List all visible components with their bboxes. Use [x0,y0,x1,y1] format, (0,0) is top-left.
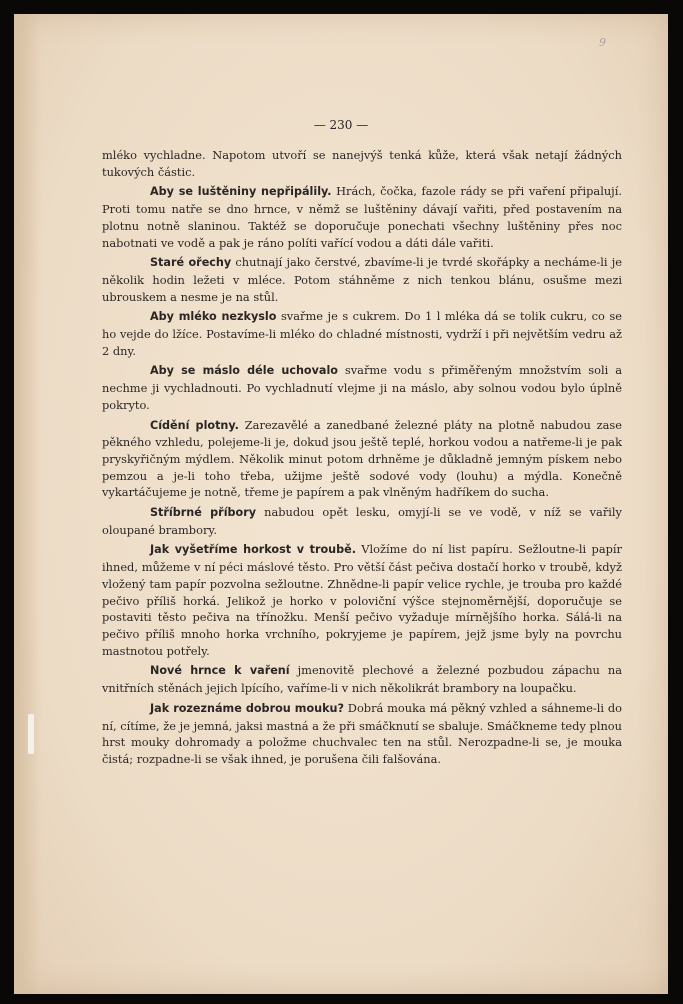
paragraph-text: Zarezavělé a zanedbané železné pláty na plotně nabudou zase pěkného vzhledu, polejeme-li je, dokud jsou ještě teplé, horkou vodou a natřeme-li je pak pryskyřičným mýdlem. Několik minut potom drhněme je důkladně jemným pískem nebo pemzou a je-li toho třeba, užijme ještě sodové vody (louhu) a mýdla. Konečně vykartáčujeme je notně, třeme je papírem a pak vlněným hadříkem do sucha. [102,417,622,500]
paragraph-heading: Nové hrnce k vaření [150,664,290,678]
paragraph-text: jmenovitě plechové a železné pozbudou zápachu na vnitřních stěnách jejich lpícího, vaříme-li v nich několikrát brambory na loupačku. [102,663,623,696]
paragraph [102,183,622,251]
page-text [102,147,622,771]
paragraph-heading: Aby mléko nezkyslo [150,310,277,324]
paragraph-heading: Staré ořechy [150,256,232,270]
pencil-corner-mark: 9 [599,36,606,49]
paragraph-text: Vložíme do ní list papíru. Sežloutne-li papír ihned, můžeme v ní péci máslové těsto. Pro větší část pečiva dostačí horko v troubě, když vložený tam papír pozvolna sežloutne. Zhnědne-li papír velice rychle, je trouba pro každé pečivo příliš horká. Jelikož je horko v poloviční výšce stejnoměrnější, doporučuje se postaviti těsto pečiva na třínožku. Menší pečivo vyžaduje mírnějšího horka. Sálá-li na pečivo příliš mnoho horka vrchního, pokryjeme je papírem, jejž jsme byly na povrchu mastnotou potřely. [102,542,622,658]
paragraph-heading: Aby se luštěniny nepřipálily. [150,185,332,199]
paragraph [102,254,622,305]
paragraph-text: svařme je s cukrem. Do 1 l mléka dá se tolik cukru, co se ho vejde do lžíce. Postavíme-li mléko do chladné místnosti, vydrží i při největším vedru až 2 dny. [102,309,622,358]
paragraph [102,362,622,413]
page-number: — 230 — [313,118,369,132]
paragraph [102,662,622,696]
paragraph [102,504,622,538]
paragraph-heading: Stříbrné příbory [150,506,257,520]
paragraph [102,308,622,359]
paragraph-text: Hrách, čočka, fazole rády se při vaření připalují. Proti tomu natře se dno hrnce, v němž se luštěniny dávají vařiti, před postavením na plotnu notně slaninou. Taktéž se doporučuje ponechati všechny luštěniny přes noc nabotnati ve vodě a pak je ráno políti vařící vodou a dáti dále vařiti. [102,184,622,250]
paragraph-text: mléko vychladne. Napotom utvoří se nanejvýš tenká kůže, která však netají žádných tukových částic. [102,148,622,179]
paragraph-heading: Aby se máslo déle uchovalo [150,364,338,378]
page-gutter-shadow [14,14,40,994]
paragraph-heading: Jak rozeznáme dobrou mouku? [150,701,345,715]
paragraph [102,700,622,768]
paragraph [102,417,622,502]
paragraph-text: Dobrá mouka má pěkný vzhled a sáhneme-li do ní, cítíme, že je jemná, jaksi mastná a že při smáčknutí se sbaluje. Smáčkneme tedy plnou hrst mouky dohromady a položme chuchvalec ten na stůl. Nerozpadne-li se, je mouka čistá; rozpadne-li se však ihned, je porušena čili falšována. [102,700,622,766]
book-page [14,14,668,994]
paragraph [102,147,622,180]
paragraph [102,541,622,659]
binding-tear [28,714,34,754]
paragraph-text: svařme vodu s přiměřeným množstvím soli a nechme ji vychladnouti. Po vychladnutí vlejme ji na máslo, aby solnou vodou bylo úplně pokryto. [102,363,622,412]
paragraph-text: nabudou opět lesku, omyjí-li se ve vodě, v níž se vařily oloupané brambory. [102,505,622,537]
paragraph-text: chutnají jako čerstvé, zbavíme-li je tvrdé skořápky a necháme-li je několik hodin ležeti v mléce. Potom stáhněme z nich tenkou blánu, osušme mezi ubrouskem a nesme je na stůl. [102,255,623,304]
paragraph-heading: Cídění plotny. [150,418,239,432]
paragraph-heading: Jak vyšetříme horkost v troubě. [150,543,356,557]
